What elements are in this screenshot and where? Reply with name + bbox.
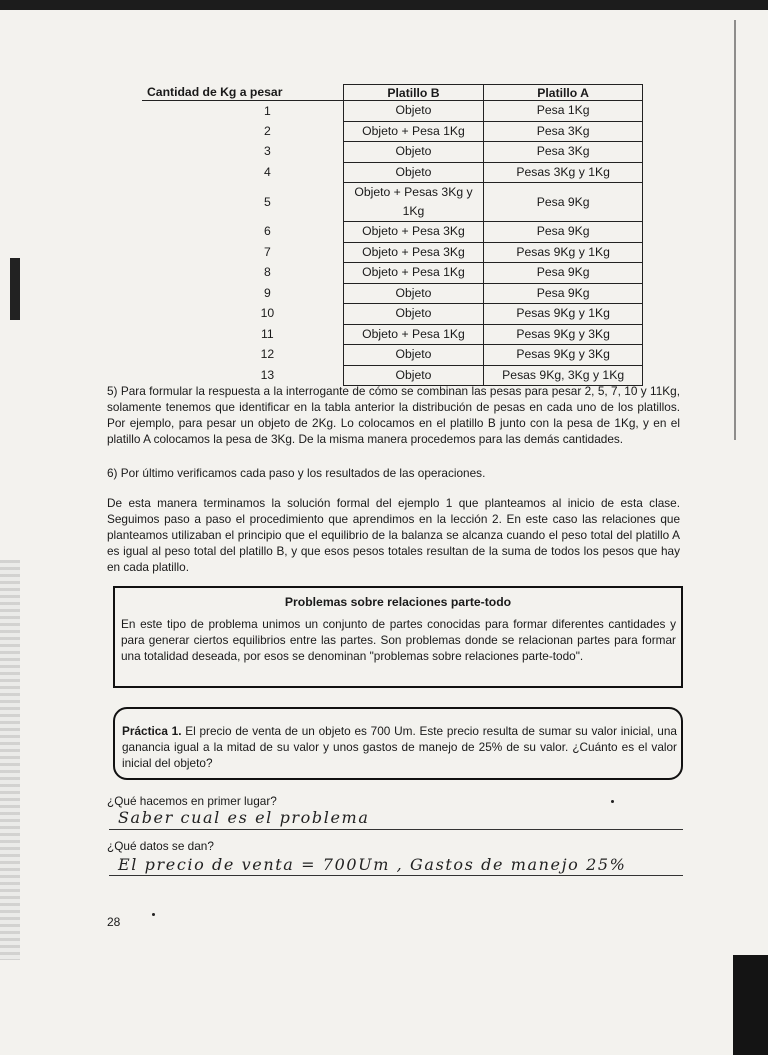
cell-platillo-b: Objeto — [343, 345, 484, 366]
cell-cantidad: 5 — [263, 194, 271, 209]
table-row — [142, 162, 643, 183]
table-row — [142, 121, 643, 142]
answer-line-2 — [109, 875, 683, 876]
cell-platillo-b: Objeto — [343, 101, 484, 122]
cell-cantidad: 9 — [263, 285, 271, 300]
cell-platillo-a: Pesas 9Kg y 3Kg — [484, 345, 643, 366]
speck-mark — [611, 800, 614, 803]
table-row — [142, 183, 643, 222]
table-header-row — [142, 85, 643, 101]
table-row — [142, 142, 643, 163]
practice-box — [113, 707, 683, 780]
cell-platillo-a: Pesas 9Kg y 1Kg — [484, 304, 643, 325]
cell-platillo-a: Pesas 3Kg y 1Kg — [484, 162, 643, 183]
cell-platillo-b: Objeto — [343, 142, 484, 163]
scan-left-mark — [10, 258, 20, 320]
weights-table — [142, 84, 643, 386]
cell-platillo-a: Pesas 9Kg y 1Kg — [484, 242, 643, 263]
cell-platillo-b: Objeto — [343, 283, 484, 304]
question-2: ¿Qué datos se dan? — [107, 839, 214, 853]
scan-left-edge — [0, 560, 20, 960]
cell-platillo-a: Pesa 9Kg — [484, 222, 643, 243]
paragraph-conclusion: De esta manera terminamos la solución formal del ejemplo 1 que planteamos al inicio de esta clase. Seguimos paso a paso el procedimiento que aprendimos en la lección 2. En este caso las relaciones que planteamos utilizaban el principio que el equilibrio de la balanza se alcanza cuando el peso total del platillo A es igual al peso total del platillo B, y que esos pesos totales resultan de la suma de todos los pesos que hay en cada platillo. — [107, 496, 680, 575]
cell-platillo-b: Objeto + Pesas 3Kg y 1Kg — [343, 183, 484, 222]
cell-cantidad: 8 — [263, 265, 271, 280]
cell-cantidad: 6 — [263, 224, 271, 239]
handwritten-answer-2: El precio de venta = 700Um , Gastos de manejo 25% — [118, 855, 627, 874]
header-platillo-b: Platillo B — [343, 85, 484, 101]
practice-statement: El precio de venta de un objeto es 700 Um. Este precio resulta de sumar su valor inicial, una ganancia igual a la mitad de su valor y unos gastos de manejo de 25% de su valor. ¿Cuánto es el valor inicial del objeto? — [122, 724, 677, 771]
table-row — [142, 263, 643, 284]
cell-cantidad: 10 — [260, 306, 275, 321]
speck-mark — [152, 913, 155, 916]
paragraph-step-5: 5) Para formular la respuesta a la interrogante de cómo se combinan las pesas para pesar 2, 5, 7, 10 y 11Kg, solamente tenemos que identificar en la tabla anterior la distribución de pesas en cada uno de los platillos. Por ejemplo, para pesar un objeto de 2Kg. Lo colocamos en el platillo B junto con la pesa de 1Kg, y en el platillo A colocamos la pesa de 3Kg. De la misma manera procedemos para las demás cantidades. — [107, 384, 680, 447]
table-row — [142, 101, 643, 122]
cell-platillo-a: Pesas 9Kg y 3Kg — [484, 324, 643, 345]
answer-line-1 — [109, 829, 683, 830]
cell-platillo-a: Pesa 9Kg — [484, 283, 643, 304]
cell-cantidad: 12 — [260, 347, 275, 362]
header-platillo-a: Platillo A — [484, 85, 643, 101]
table-row — [142, 283, 643, 304]
cell-platillo-b: Objeto + Pesa 3Kg — [343, 222, 484, 243]
table-row — [142, 304, 643, 325]
cell-platillo-a: Pesa 3Kg — [484, 121, 643, 142]
table-row — [142, 324, 643, 345]
cell-cantidad: 11 — [261, 326, 274, 341]
cell-platillo-b: Objeto — [343, 162, 484, 183]
cell-platillo-b: Objeto — [343, 365, 484, 386]
info-box-title: Problemas sobre relaciones parte-todo — [284, 595, 512, 609]
table-row — [142, 345, 643, 366]
table-row — [142, 222, 643, 243]
paragraph-step-6: 6) Por último verificamos cada paso y los resultados de las operaciones. — [107, 466, 486, 480]
info-box-parte-todo — [113, 586, 683, 688]
cell-cantidad: 2 — [263, 123, 271, 138]
cell-platillo-a: Pesa 1Kg — [484, 101, 643, 122]
practice-text-block — [122, 723, 677, 772]
cell-platillo-b: Objeto + Pesa 1Kg — [343, 121, 484, 142]
practice-label: Práctica 1. — [122, 724, 182, 738]
header-cantidad: Cantidad de Kg a pesar — [142, 85, 343, 101]
info-box-text: En este tipo de problema unimos un conjunto de partes conocidas para formar diferentes cantidades y para generar ciertos equilibrios entre las partes. Son problemas donde se relacionan partes para formar una totalidad deseada, por esos se denominan "problemas sobre relaciones parte-todo". — [121, 617, 676, 664]
table-row — [142, 242, 643, 263]
cell-cantidad: 7 — [263, 244, 271, 259]
scan-top-edge — [0, 0, 768, 10]
cell-cantidad: 3 — [263, 144, 271, 159]
scan-right-shadow — [733, 955, 768, 1055]
cell-platillo-a: Pesas 9Kg, 3Kg y 1Kg — [484, 365, 643, 386]
cell-cantidad: 1 — [263, 103, 271, 118]
cell-platillo-a: Pesa 3Kg — [484, 142, 643, 163]
cell-cantidad: 13 — [260, 367, 275, 382]
scan-right-line — [734, 20, 736, 440]
cell-platillo-b: Objeto — [343, 304, 484, 325]
cell-platillo-b: Objeto + Pesa 1Kg — [343, 324, 484, 345]
cell-platillo-a: Pesa 9Kg — [484, 263, 643, 284]
handwritten-answer-1: Saber cual es el problema — [118, 808, 370, 827]
cell-platillo-a: Pesa 9Kg — [484, 183, 643, 222]
page-number: 28 — [107, 915, 121, 929]
cell-cantidad: 4 — [263, 164, 271, 179]
cell-platillo-b: Objeto + Pesa 1Kg — [343, 263, 484, 284]
cell-platillo-b: Objeto + Pesa 3Kg — [343, 242, 484, 263]
question-1: ¿Qué hacemos en primer lugar? — [107, 794, 277, 808]
